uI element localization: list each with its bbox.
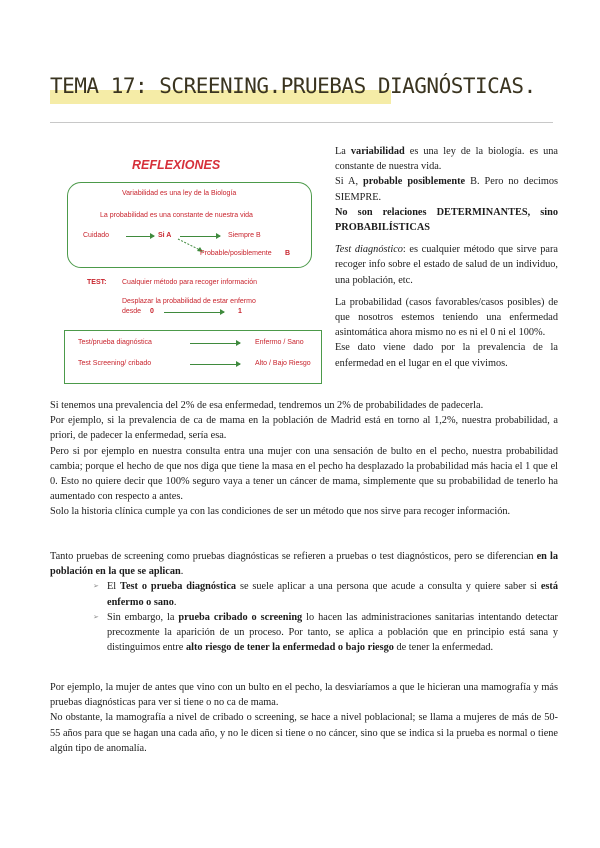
diagram-cuidado: Cuidado	[83, 232, 110, 239]
right-p1: La variabilidad es una ley de la biología. es una constante de nuestra vida.	[335, 146, 558, 173]
bullet-test-diagnostico: ➢ El Test o prueba diagnóstica se suele aplicar a una persona que acude a consulta y quiere saber si está enfermo o sano.	[107, 579, 558, 609]
title-divider	[50, 122, 553, 123]
bullet-list	[50, 579, 558, 655]
reflexiones-diagram	[50, 150, 332, 390]
diagram-test-label: TEST:	[87, 279, 107, 286]
arrow-cuidado-sia	[126, 236, 154, 237]
diagram-siempre-b: Siempre B	[228, 232, 261, 239]
diagram-desplazar: Desplazar la probabilidad de estar enfermo	[122, 298, 256, 305]
diagram-probable-b: B	[285, 250, 291, 257]
right-p5: La probabilidad (casos favorables/casos posibles) de que nosotros estemos teniendo una enfermedad asintomática ahora mismo no es ni el 0 ni el 100%.	[335, 296, 558, 339]
right-p4: Test diagnóstico: es cualquier método que sirve para recoger info sobre el estado de salud de un individuo, una población, etc.	[335, 244, 558, 286]
body-p2: Por ejemplo, si la prevalencia de ca de mama en la población de Madrid está en torno al 1,2%, nuestra probabilidad, a priori, de padecer la enfermedad, sería esa.	[50, 415, 558, 442]
diagram-desde: desde	[122, 308, 142, 315]
diagram-title: REFLEXIONES	[132, 158, 221, 172]
body-text-2	[50, 549, 558, 655]
body-p5: Tanto pruebas de screening como pruebas diagnósticas se refieren a pruebas o test diagnósticos, pero se diferencian en la población en la que se aplican.	[50, 551, 558, 578]
diagram-row1-right: Enfermo / Sano	[255, 339, 304, 346]
body-p3: Pero si por ejemplo en nuestra consulta entra una mujer con una sensación de bulto en el pecho, nuestra probabilidad cambia; porque el hecho de que nos diga que tiene la masa en el pecho ha desplazado la probabilidad más hacia el 1 que el 0. Esto no quiere decir que 100% seguro vaya a tener un cáncer de mama, simplemente que su probabilidad de tenerlo ha aumentado con respecto a antes.	[50, 445, 558, 503]
diagram-zero: 0	[150, 308, 154, 315]
body-p1: Si tenemos una prevalencia del 2% de esa enfermedad, tendremos un 2% de probabilidades de padecerla.	[50, 400, 484, 411]
arrow-row1	[190, 343, 240, 344]
arrow-sia-siempre	[180, 236, 220, 237]
diagram-probabilidad: La probabilidad es una constante de nuestra vida	[100, 212, 253, 219]
page-title: TEMA 17: SCREENING.PRUEBAS DIAGNÓSTICAS.	[50, 74, 536, 98]
body-p6: Por ejemplo, la mujer de antes que vino con un bulto en el pecho, la desviaríamos a que le hicieran una mamografía y más pruebas diagnósticas para ver si tiene o no ca de mama.	[50, 682, 558, 709]
diagram-probable: Probable/posiblemente	[200, 250, 272, 257]
diagram-row2-right: Alto / Bajo Riesgo	[255, 360, 311, 367]
right-p2: Si A, probable posiblemente B. Pero no decimos SIEMPRE.	[335, 176, 558, 203]
body-p4: Solo la historia clínica cumple ya con las condiciones de ser un método que nos sirve para recoger información.	[50, 506, 511, 518]
bullet-screening: ➢ Sin embargo, la prueba cribado o screening lo hacen las administraciones sanitarias intentando detectar precozmente la aparición de un proceso. Por tanto, se aplica a población que en principio está sana y distinguimos entre alto riesgo de tener la enfermedad o bajo riesgo de tener la enfermedad.	[107, 610, 558, 656]
body-p7: No obstante, la mamografía a nivel de cribado o screening, se hace a nivel poblacional; se llama a mujeres de más de 50-55 años para que se hagan una cada año, y no le dicen si tiene o no cáncer, sino que se indica si la prueba es normal o tiene algún tipo de anomalía.	[50, 712, 558, 754]
diagram-test-def: Cualquier método para recoger información	[122, 279, 258, 286]
right-column	[335, 144, 558, 371]
arrow-zero-one	[164, 312, 224, 313]
diagram-row1-left: Test/prueba diagnóstica	[78, 339, 152, 346]
body-text-3	[50, 680, 558, 756]
right-p6: Ese dato viene dado por la prevalencia de la enfermedad en el lugar en el que vivimos.	[335, 342, 558, 369]
arrow-row2	[190, 364, 240, 365]
diagram-variabilidad: Variabilidad es una ley de la Biología	[122, 190, 237, 197]
right-p3: No son relaciones DETERMINANTES, sino PROBABILÍSTICAS	[335, 206, 558, 234]
body-text	[50, 398, 558, 520]
diagram-si-a: Si A	[158, 232, 172, 239]
diagram-row2-left: Test Screening/ cribado	[78, 360, 152, 367]
diagram-one: 1	[238, 308, 242, 315]
